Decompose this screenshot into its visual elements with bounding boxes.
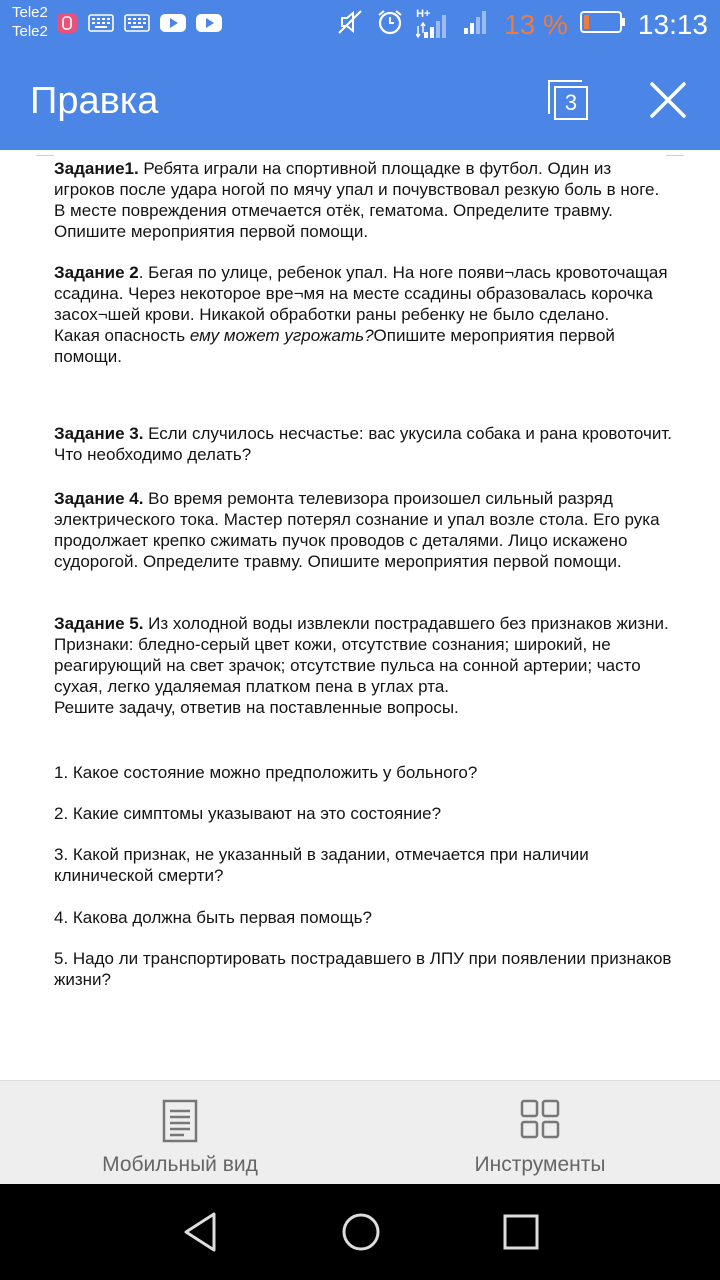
clock: 13:13	[637, 8, 708, 40]
battery-icon	[580, 10, 626, 39]
mobile-view-button[interactable]	[0, 1081, 360, 1185]
task-1-text: Ребята играли на спортивной площадке в футбол. Один из игроков после удара ногой по мячу упал и почувствовал резкую боль в ноге. В месте повреждения отмечается отёк, гематома. Определите травму. Опишите мероприятия первой помощи.	[54, 159, 660, 241]
alarm-icon	[376, 8, 404, 41]
page-corner-mark	[666, 150, 684, 156]
status-bar	[0, 0, 720, 50]
question-item: 4. Какова должна быть первая помощь?	[54, 908, 372, 927]
pages-button[interactable]	[546, 78, 592, 124]
tools-label: Инструменты	[474, 1153, 606, 1176]
question-item: 2. Какие симптомы указывают на это состояние?	[54, 804, 442, 823]
youtube-icon	[160, 14, 186, 37]
signal-2-icon	[462, 8, 492, 41]
mobile-view-label: Мобильный вид	[102, 1153, 258, 1176]
network-type-label: H+	[416, 7, 431, 20]
recents-square-icon	[499, 1210, 543, 1254]
question-item: 1. Какое состояние можно предположить у больного?	[54, 763, 478, 782]
task-3-text: Если случилось несчастье: вас укусила собака и рана кровоточит. Что необходимо делать?	[54, 424, 672, 464]
battery-percent: 13 %	[504, 8, 568, 40]
pages-count: 3	[554, 86, 588, 120]
document-view[interactable]	[0, 150, 720, 1080]
page-corner-mark	[36, 150, 54, 156]
task-4-paragraph	[54, 488, 674, 572]
navigation-bar	[0, 1184, 720, 1280]
signal-1-icon	[416, 7, 450, 40]
task-3-label: Задание 3.	[54, 424, 144, 443]
task-2-label: Задание 2	[54, 263, 139, 282]
task-2-question-start: Какая опасность	[54, 326, 190, 345]
question-item: 3. Какой признак, не указанный в задании, отмечается при наличии клинической смерти?	[54, 845, 589, 885]
recents-button[interactable]	[499, 1210, 543, 1254]
back-button[interactable]	[180, 1210, 224, 1254]
task-1-paragraph	[54, 158, 674, 242]
task-4-label: Задание 4.	[54, 489, 144, 508]
system-status-icons	[336, 8, 708, 41]
carrier-1-label: Tele2	[12, 4, 48, 21]
task-4-text: Во время ремонта телевизора произошел сильный разряд электрического тока. Мастер потерял сознание и упал возле стола. Его рука продолжает крепко сжимать пучок проводов с деталями. Лицо искажено судорогой. Определите травму. Опишите мероприятия первой помощи.	[54, 489, 660, 571]
home-circle-icon	[339, 1210, 383, 1254]
youtube-icon-2	[196, 14, 222, 37]
bottom-toolbar	[0, 1080, 720, 1184]
task-3-paragraph	[54, 423, 674, 465]
home-button[interactable]	[339, 1210, 383, 1254]
close-icon	[644, 76, 692, 124]
tools-button[interactable]	[360, 1081, 720, 1185]
task-5-paragraph	[54, 613, 674, 718]
app-bar	[0, 50, 720, 150]
app-notification-icon	[56, 12, 78, 39]
task-2-text: . Бегая по улице, ребенок упал. На ноге появи¬лась кровоточащая ссадина. Через некоторое вре¬мя на месте ссадины образовалась корочка засох¬шей крови. Никакой обработки раны ребенку не было сделано.	[54, 263, 668, 324]
task-2-question-end: Опишите мероприятия первой помощи.	[54, 326, 615, 366]
grid-icon	[520, 1099, 560, 1139]
carrier-2-label: Tele2	[12, 23, 48, 40]
keyboard-icon	[88, 14, 114, 37]
task-5-label: Задание 5.	[54, 614, 144, 633]
task-5-instruction: Решите задачу, ответив на поставленные вопросы.	[54, 698, 459, 717]
notification-icons	[56, 12, 222, 39]
task-2-question-italic: ему может угрожать?	[189, 326, 374, 345]
back-triangle-icon	[180, 1210, 224, 1254]
page-title: Правка	[30, 80, 159, 122]
document-lines-icon	[160, 1099, 200, 1143]
carrier-labels	[12, 3, 48, 41]
task-2-paragraph	[54, 262, 674, 367]
mute-icon	[336, 8, 364, 41]
question-item: 5. Надо ли транспортировать пострадавшего в ЛПУ при появлении признаков жизни?	[54, 949, 672, 989]
task-5-signs: Признаки: бледно-серый цвет кожи, отсутствие сознания; широкий, не реагирующий на свет зрачок; отсутствие пульса на сонной артерии; часто сухая, легко удаляемая платком пена в углах рта.	[54, 635, 641, 696]
keyboard-icon-2	[124, 14, 150, 37]
task-5-text: Из холодной воды извлекли пострадавшего без признаков жизни.	[143, 614, 669, 633]
close-button[interactable]	[644, 76, 692, 124]
task-1-label: Задание1.	[54, 159, 139, 178]
